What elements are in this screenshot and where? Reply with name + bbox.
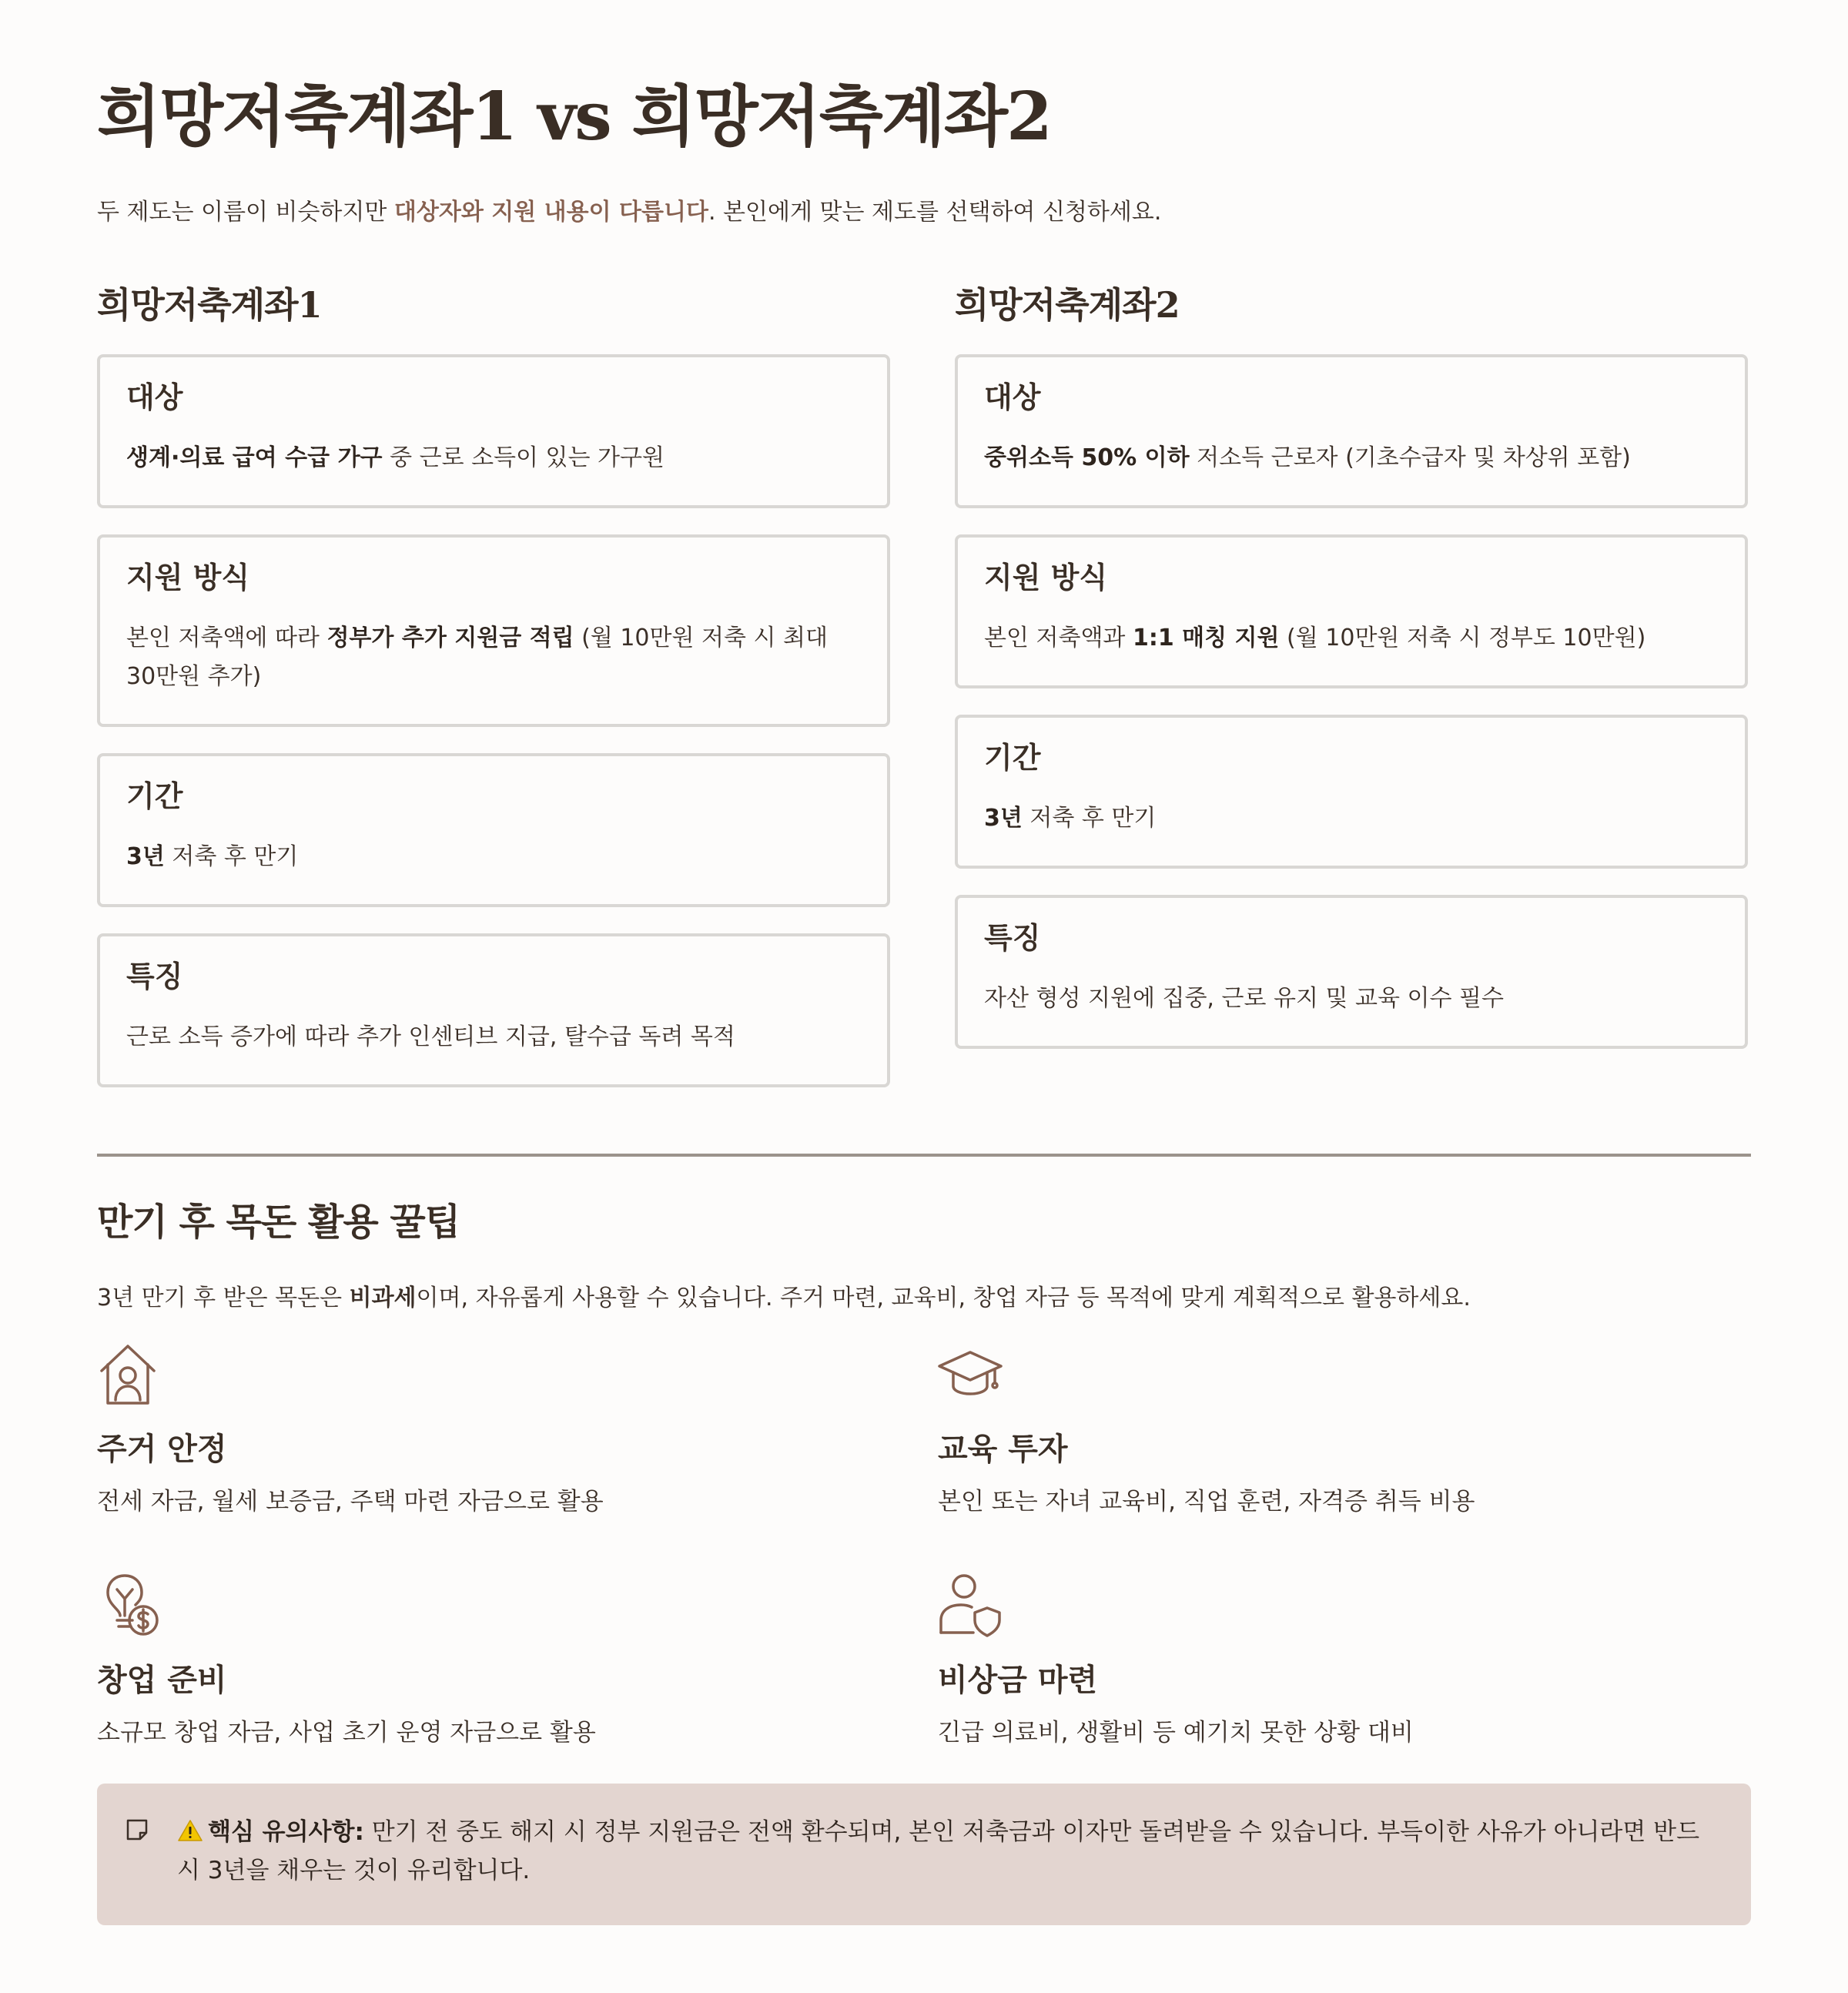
card-body	[126, 619, 861, 696]
card-target	[955, 354, 1748, 508]
column-account-2	[955, 277, 1751, 1012]
card-body-bold: 1:1 매칭 지원	[1132, 625, 1280, 651]
card-title: 대상	[126, 380, 183, 414]
card-body-pre: 본인 저축액과	[984, 625, 1133, 651]
tips-title: 만기 후 목돈 활용 꿀팁	[97, 1201, 460, 1244]
card-body: 근로 소득 증가에 따라 추가 인센티브 지급, 탈수급 독려 목적	[126, 1023, 735, 1050]
card-body-bold: 생계·의료 급여 수급 가구	[126, 444, 383, 471]
card-body-bold: 3년	[126, 843, 165, 870]
card-body-pre: 본인 저축액에 따라	[126, 625, 327, 651]
card-body-text: 저축 후 만기	[1022, 805, 1157, 832]
card-body-text: 저축 후 만기	[164, 843, 299, 870]
lightbulb-dollar-icon	[97, 1573, 162, 1637]
tip-title: 창업 준비	[97, 1663, 227, 1698]
tip-desc: 본인 또는 자녀 교육비, 직업 훈련, 자격증 취득 비용	[938, 1488, 1475, 1516]
card-features	[955, 895, 1748, 1049]
card-title: 지원 방식	[126, 561, 250, 595]
card-body-text: (월 10만원 저축 시 최대 30만원 추가)	[126, 625, 828, 690]
intro-highlight: 대상자와 지원 내용이 다릅니다	[393, 199, 708, 226]
card-body	[984, 619, 1719, 658]
tip-desc: 소규모 창업 자금, 사업 초기 운영 자금으로 활용	[97, 1719, 596, 1747]
tip-emergency-fund	[938, 1573, 1708, 1750]
card-body	[984, 799, 1719, 838]
column-heading: 희망저축계좌1	[97, 284, 322, 326]
card-body	[126, 838, 861, 876]
card-period	[97, 753, 890, 907]
card-title: 지원 방식	[984, 561, 1108, 595]
tip-desc: 긴급 의료비, 생활비 등 예기치 못한 상황 대비	[938, 1719, 1414, 1747]
person-shield-icon	[938, 1573, 1003, 1637]
graduation-cap-icon	[938, 1342, 1003, 1406]
card-features	[97, 933, 890, 1087]
card-support-method	[955, 534, 1748, 688]
page-title: 희망저축계좌1 vs 희망저축계좌2	[97, 78, 1051, 156]
tip-title: 교육 투자	[938, 1432, 1068, 1467]
intro-after: . 본인에게 맞는 제도를 선택하여 신청하세요.	[708, 199, 1162, 226]
tip-startup	[97, 1573, 867, 1750]
card-body: 자산 형성 지원에 집중, 근로 유지 및 교육 이수 필수	[984, 985, 1504, 1012]
card-title: 기간	[984, 741, 1041, 775]
tips-intro	[97, 1278, 1471, 1312]
tip-education	[938, 1342, 1708, 1519]
intro-before: 두 제도는 이름이 비슷하지만	[97, 199, 394, 226]
tip-desc: 전세 자금, 월세 보증금, 주택 마련 자금으로 활용	[97, 1488, 604, 1516]
card-title: 특징	[126, 960, 183, 993]
tip-title: 주거 안정	[97, 1432, 227, 1467]
card-period	[955, 715, 1748, 869]
tip-title: 비상금 마련	[938, 1663, 1098, 1698]
card-target	[97, 354, 890, 508]
card-body	[126, 439, 861, 477]
tips-intro-after: 이며, 자유롭게 사용할 수 있습니다. 주거 마련, 교육비, 창업 자금 등 목적에 맞게 계획적으로 활용하세요.	[416, 1285, 1471, 1311]
card-title: 대상	[984, 380, 1041, 414]
card-body-bold: 정부가 추가 지원금 적립	[326, 625, 574, 651]
note-icon	[125, 1817, 149, 1842]
tips-intro-bold: 비과세	[349, 1285, 417, 1311]
callout-text	[177, 1813, 1720, 1890]
card-body-bold: 3년	[984, 805, 1023, 832]
card-body	[984, 439, 1719, 477]
card-support-method	[97, 534, 890, 727]
card-body-text: 중 근로 소득이 있는 가구원	[382, 444, 665, 471]
tips-intro-before: 3년 만기 후 받은 목돈은	[97, 1285, 350, 1311]
section-divider	[97, 1154, 1751, 1157]
callout-label: 핵심 유의사항:	[208, 1818, 364, 1846]
card-body-bold: 중위소득 50% 이하	[984, 444, 1190, 471]
caution-callout	[97, 1784, 1751, 1925]
column-heading: 희망저축계좌2	[955, 284, 1180, 326]
card-body-text: 저소득 근로자 (기초수급자 및 차상위 포함)	[1189, 444, 1631, 471]
card-title: 특징	[984, 921, 1041, 955]
tip-housing	[97, 1342, 867, 1519]
house-person-icon	[97, 1342, 162, 1406]
column-account-1	[97, 277, 893, 1050]
callout-body: 만기 전 중도 해지 시 정부 지원금은 전액 환수되며, 본인 저축금과 이자만 돌려받을 수 있습니다. 부득이한 사유가 아니라면 반드시 3년을 채우는 것이 유리합니다.	[177, 1818, 1700, 1884]
warning-icon	[177, 1819, 203, 1842]
intro-text	[97, 193, 1161, 226]
card-title: 기간	[126, 779, 183, 813]
card-body-text: (월 10만원 저축 시 정부도 10만원)	[1279, 625, 1646, 651]
